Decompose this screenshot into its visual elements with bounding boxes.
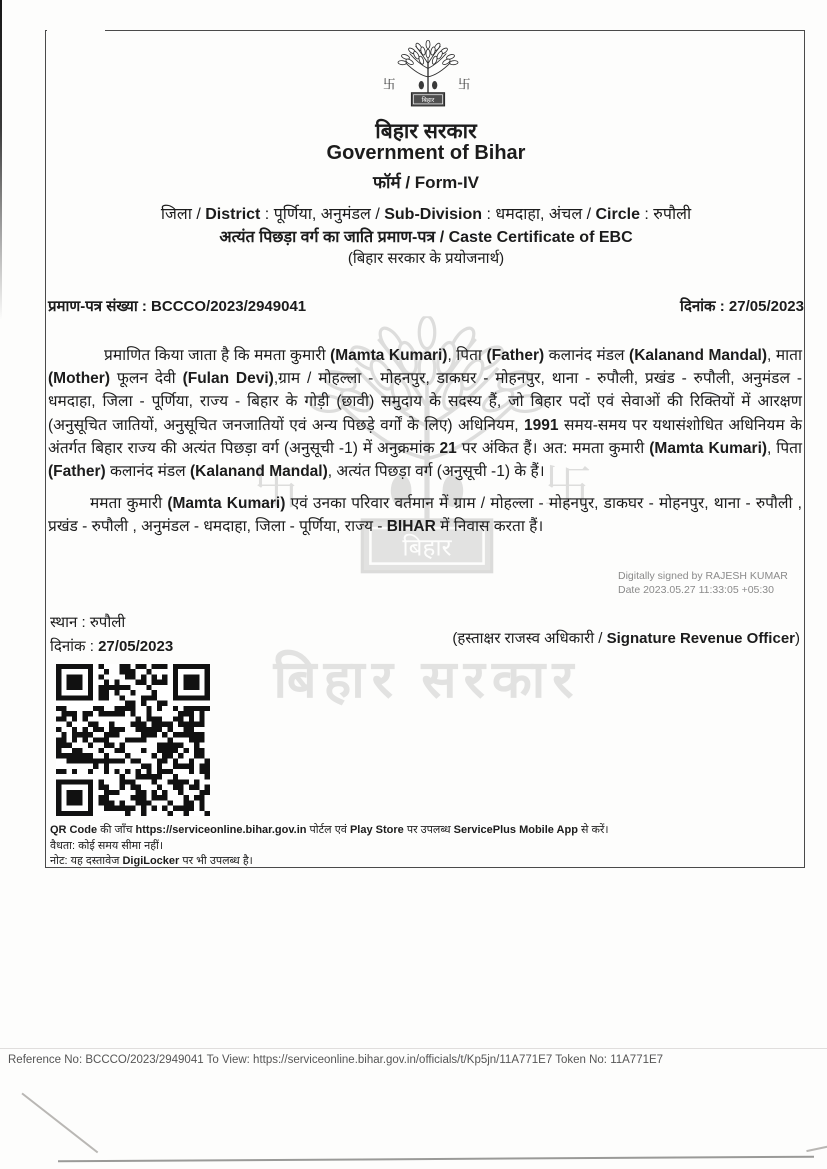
bihar-government-emblem-icon: [378, 40, 478, 117]
certificate-body-paragraph-1: प्रमाणित किया जाता है कि ममता कुमारी (Mamta Kumari), पिता (Father) कलानंद मंडल (Kalanand Mandal), माता (Mother) फूलन देवी (Fulan Devi),ग्राम / मोहल्ला - मोहनपुर, डाकघर - मोहनपुर, थाना - रुपौली, प्रखंड - रुपौली, अनुमंडल - धमदाहा, जिला - पूर्णिया, राज्य - बिहार के गोड़ी (छावी) समुदाय के सदस्य हैं, जो बिहार पदों एवं सेवाओं की रिक्तियों में आरक्षण (अनुसूचित जातियों, अनुसूचित जनजातियों एवं अन्य पिछड़े वर्गों के लिए) अधिनियम, 1991 समय-समय पर यथासंशोधित अधिनियम के अंतर्गत बिहार राज्य की अत्यंत पिछड़ा वर्ग (अनुसूची -1) में अनुक्रमांक 21 पर अंकित हैं। अत: ममता कुमारी (Mamta Kumari), पिता (Father) कलानंद मंडल (Kalanand Mandal), अत्यंत पिछड़ा वर्ग (अनुसूची -1) के हैं।: [48, 347, 802, 481]
qr-note-digilocker: नोट: यह दस्तावेज DigiLocker पर भी उपलब्ध है।: [50, 855, 253, 867]
certificate-number-line: प्रमाण-पत्र संख्या : BCCCO/2023/2949041: [48, 298, 307, 315]
government-title-english: Government of Bihar: [326, 142, 526, 164]
purpose-line: (बिहार सरकार के प्रयोजनार्थ): [347, 250, 505, 267]
qr-note-validity: वैधता: कोई समय सीमा नहीं।: [50, 839, 164, 852]
digital-signature-signer: Digitally signed by RAJESH KUMAR: [618, 570, 788, 582]
government-title-hindi: बिहार सरकार: [375, 120, 477, 143]
watermark-text: बिहार सरकार: [273, 651, 581, 709]
qr-notes-block: [50, 823, 790, 870]
certificate-meta-row: [48, 296, 804, 316]
qr-code: [56, 664, 210, 816]
digital-signature-block: [618, 569, 788, 597]
place-line: स्थान : रुपौली: [50, 614, 126, 631]
certificate-date-line: दिनांक : 27/05/2023: [680, 298, 804, 315]
signature-date-line: दिनांक : 27/05/2023: [50, 638, 174, 655]
certificate-title: अत्यंत पिछड़ा वर्ग का जाति प्रमाण-पत्र / Caste Certificate of EBC: [219, 229, 633, 246]
revenue-officer-signature-line: (हस्ताक्षर राजस्व अधिकारी / Signature Revenue Officer): [452, 630, 800, 647]
digital-signature-date: Date 2023.05.27 11:33:05 +05:30: [618, 584, 774, 596]
district-subdivision-circle-line: जिला / District : पूर्णिया, अनुमंडल / Sub-Division : धमदाहा, अंचल / Circle : रुपौली: [160, 206, 692, 223]
form-number-line: फॉर्म / Form-IV: [372, 173, 480, 192]
qr-note-verification: QR Code की जाँच https://serviceonline.bihar.gov.in पोर्टल एवं Play Store पर उपलब्ध ServicePlus Mobile App से करें।: [50, 824, 609, 836]
certificate-body-paragraph-2: ममता कुमारी (Mamta Kumari) एवं उनका परिवार वर्तमान में ग्राम / मोहल्ला - मोहनपुर, डाकघर - मोहनपुर, थाना - रुपौली , प्रखंड - रुपौली , अनुमंडल - धमदाहा, जिला - पूर्णिया, राज्य - BIHAR में निवास करता हैं।: [48, 495, 802, 536]
reference-line: Reference No: BCCCO/2023/2949041 To View: https://serviceonline.bihar.gov.in/officials/t/Kp5jn/11A771E7 Token No: 11A771E7: [8, 1054, 664, 1066]
